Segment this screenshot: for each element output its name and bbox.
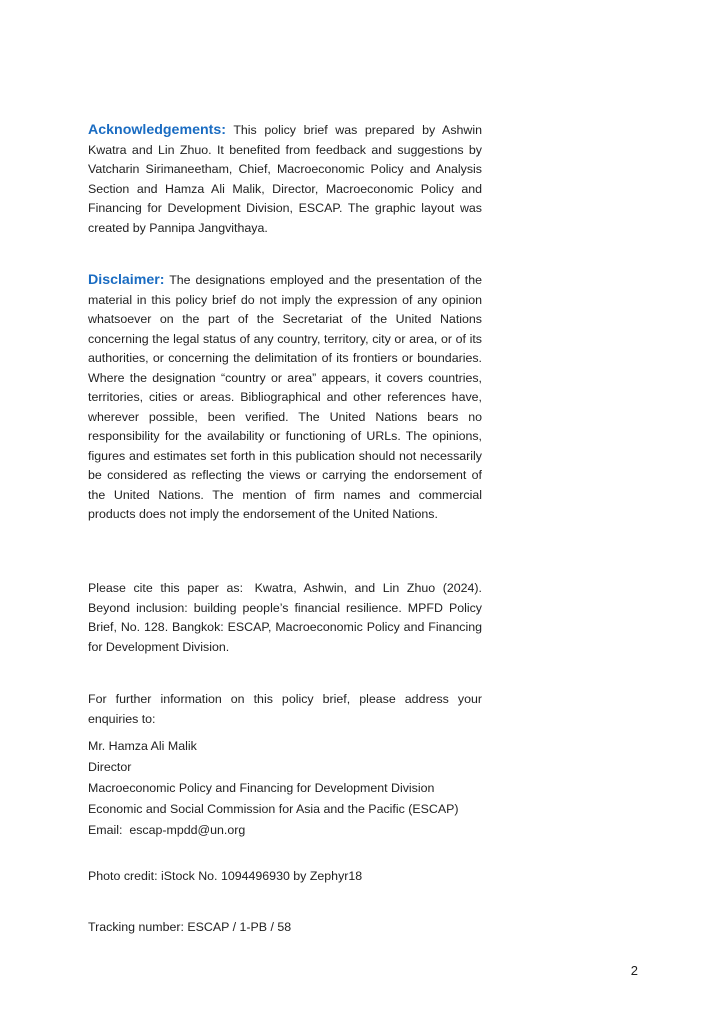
further-info-section <box>88 690 482 729</box>
citation-text: Kwatra, Ashwin, and Lin Zhuo (2024). Beyond inclusion: building people’s financial resilience. MPFD Policy Brief, No. 128. Bangkok: ESCAP, Macroeconomic Policy and Financing for Development Division. <box>88 581 482 654</box>
disclaimer-paragraph <box>88 271 482 525</box>
tracking-number-line <box>88 920 291 934</box>
citation-label: Please cite this paper as: <box>88 581 244 595</box>
acknowledgements-section <box>88 121 482 238</box>
contact-title: Director <box>88 760 132 774</box>
contact-name: Mr. Hamza Ali Malik <box>88 739 197 753</box>
contact-email-link[interactable]: escap-mpdd@un.org <box>129 823 246 837</box>
acknowledgements-paragraph <box>88 121 482 238</box>
photo-credit-label: Photo credit: <box>88 869 158 883</box>
contact-email-label: Email: <box>88 823 123 837</box>
further-info-text: For further information on this policy brief, please address your enquiries to: <box>88 692 482 726</box>
acknowledgements-heading: Acknowledgements: <box>88 122 226 138</box>
tracking-number-value: ESCAP / 1-PB / 58 <box>187 920 292 934</box>
disclaimer-section <box>88 271 482 525</box>
tracking-number-label: Tracking number: <box>88 920 184 934</box>
contact-email-line <box>88 820 508 841</box>
photo-credit-line <box>88 869 362 883</box>
citation-paragraph <box>88 579 482 657</box>
disclaimer-text: The designations employed and the presentation of the material in this policy brief do not imply the expression of any opinion whatsoever on the part of the Secretariat of the United Nations concerning the legal status of any country, territory, city or area, or of its authorities, or concerning the delimitation of its frontiers or boundaries. Where the designation “country or area” appears, it covers countries, territories, cities or areas. Bibliographical and other references have, wherever possible, been verified. The United Nations bears no responsibility for the availability or functioning of URLs. The opinions, figures and estimates set forth in this publication should not necessarily be considered as reflecting the views or carrying the endorsement of the United Nations. The mention of firm names and commercial products does not imply the endorsement of the United Nations. <box>88 273 482 521</box>
photo-credit-text: iStock No. 1094496930 by Zephyr18 <box>161 869 363 883</box>
citation-section <box>88 579 482 657</box>
contact-organization: Economic and Social Commission for Asia and the Pacific (ESCAP) <box>88 802 459 816</box>
contact-block <box>88 736 508 841</box>
acknowledgements-text: This policy brief was prepared by Ashwin Kwatra and Lin Zhuo. It benefited from feedback and suggestions by Vatcharin Sirimaneetham, Chief, Macroeconomic Policy and Analysis Section and Hamza Ali Malik, Director, Macroeconomic Policy and Financing for Development Division, ESCAP. The graphic layout was created by Pannipa Jangvithaya. <box>88 123 482 235</box>
contact-division: Macroeconomic Policy and Financing for Development Division <box>88 781 435 795</box>
disclaimer-heading: Disclaimer: <box>88 272 165 288</box>
page-number: 2 <box>630 963 638 978</box>
